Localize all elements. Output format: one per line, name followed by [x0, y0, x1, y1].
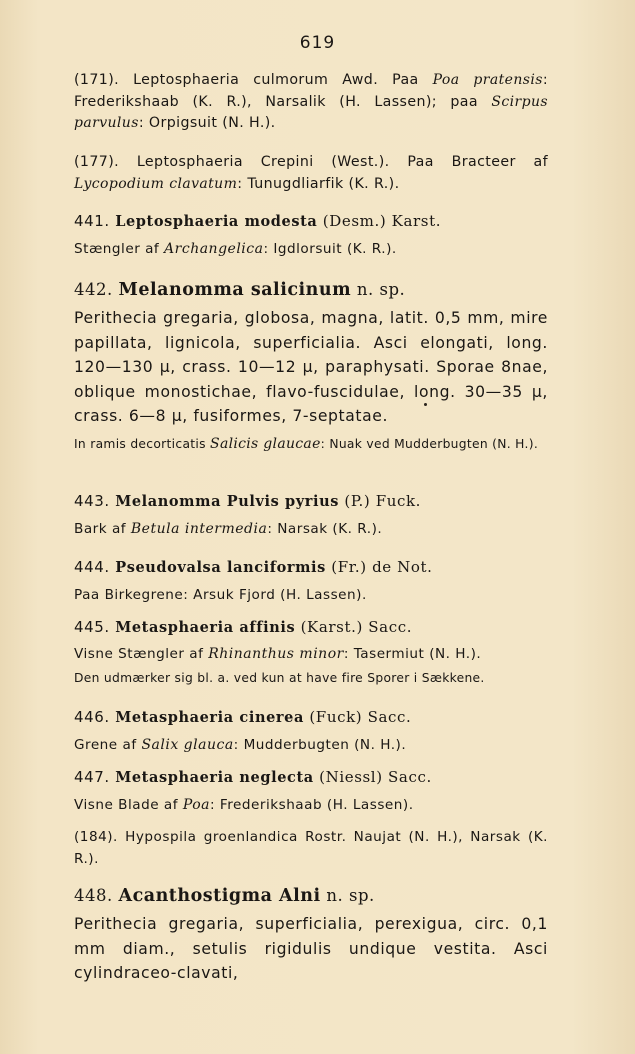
entry-444-genus: Pseudovalsa lanciformis: [115, 559, 326, 576]
entry-445-note: Den udmærker sig bl. a. ved kun at have fire Sporer i Sækkene.: [74, 671, 485, 685]
entry-443-locality: [74, 519, 548, 539]
entry-442-description: Perithecia gregaria, globosa, magna, latit. 0,5 mm, mire papillata, lignicola, superficialia. Asci elongati, long. 120—130 μ, crass. 10—12 μ, paraphysati. Sporae 8nae, oblique monostichae, flavo-fuscidulae, long. 30—35 μ, crass. 6—8 μ, fusiformes, 7-septatae.: [74, 309, 548, 426]
entry-447: [74, 766, 548, 815]
entry-177-text-b: : Tunugdliarfik (K. R.).: [237, 175, 400, 192]
entry-442-host: Salicis glaucae: [210, 435, 321, 452]
entry-443: [74, 490, 548, 539]
entry-442-locality: [74, 435, 548, 454]
entry-442-heading: [74, 278, 548, 302]
entry-171: [74, 70, 548, 135]
entry-441-heading: [74, 210, 548, 233]
entry-441-author: (Desm.) Karst.: [322, 212, 442, 230]
entry-446-host: Salix glauca: [141, 737, 234, 753]
entry-445-genus: Metasphaeria affinis: [115, 619, 296, 636]
entry-441: [74, 210, 548, 259]
entry-448-genus: Acanthostigma Alni: [118, 886, 321, 906]
entry-443-heading: [74, 490, 548, 513]
entry-444-number: 444.: [74, 558, 110, 576]
entry-447-genus: Metasphaeria neglecta: [115, 769, 314, 786]
entry-446: [74, 706, 548, 755]
entry-442-number: 442.: [74, 280, 113, 299]
entry-446-author: (Fuck) Sacc.: [309, 708, 412, 726]
entry-171-host-a: Poa pratensis: [432, 72, 543, 88]
page-number: 619: [299, 33, 336, 53]
entry-442-author: n. sp.: [356, 280, 406, 299]
entry-446-number: 446.: [74, 708, 110, 726]
entry-444-locality: Paa Birkegrene: Arsuk Fjord (H. Lassen).: [74, 587, 367, 603]
entry-442-loc-a: In ramis decorticatis: [74, 436, 206, 451]
entry-177-lead: (177).: [74, 154, 120, 170]
entry-447-locality: [74, 795, 548, 815]
entry-443-author: (P.) Fuck.: [344, 492, 422, 510]
entry-444-heading: [74, 556, 548, 579]
entry-441-host: Archangelica: [164, 241, 264, 257]
entry-441-genus: Leptosphaeria modesta: [115, 213, 318, 230]
entry-447-author: (Niessl) Sacc.: [319, 768, 432, 786]
entry-447-loc-a: Visne Blade af: [74, 797, 179, 813]
entry-171-lead: (171).: [74, 72, 120, 88]
entry-448-heading: [74, 884, 548, 908]
entry-177-text: [74, 152, 548, 195]
entry-177: [74, 152, 548, 195]
entry-446-genus: Metasphaeria cinerea: [115, 709, 304, 726]
entry-441-loc-a: Stængler af: [74, 241, 160, 257]
entry-443-loc-b: : Narsak (K. R.).: [267, 521, 383, 537]
ink-dot: [424, 403, 427, 406]
entry-445-author: (Karst.) Sacc.: [300, 618, 413, 636]
entry-443-number: 443.: [74, 492, 110, 510]
entry-445: [74, 616, 548, 688]
entry-177-host-a: Lycopodium clavatum: [74, 175, 238, 192]
entry-443-genus: Melanomma Pulvis pyrius: [115, 493, 340, 510]
entry-442-genus: Melanomma salicinum: [118, 280, 352, 300]
entry-445-locality: [74, 644, 548, 664]
entry-445-loc-a: Visne Stængler af: [74, 646, 204, 662]
entry-446-loc-a: Grene af: [74, 737, 137, 753]
entry-441-loc-b: : Igdlorsuit (K. R.).: [263, 241, 397, 257]
entry-446-heading: [74, 706, 548, 729]
entry-442: [74, 278, 548, 454]
entry-444-author: (Fr.) de Not.: [331, 558, 433, 576]
entry-448: [74, 884, 548, 986]
entry-171-host-b: Scirpus parvulus: [74, 93, 548, 131]
entry-447-host: Poa: [182, 797, 210, 813]
entry-445-number: 445.: [74, 618, 110, 636]
entry-448-number: 448.: [74, 886, 113, 905]
entry-184-body: Hypospila groenlandica Rostr. Naujat (N. H.), Narsak (K. R.).: [74, 829, 548, 867]
entry-447-heading: [74, 766, 548, 789]
entry-171-text: [74, 70, 548, 135]
entry-447-number: 447.: [74, 768, 110, 786]
entry-184: [74, 826, 548, 870]
entry-443-loc-a: Bark af: [74, 521, 127, 537]
entry-448-author: n. sp.: [326, 886, 375, 905]
entry-441-locality: [74, 239, 548, 259]
entry-444: [74, 556, 548, 605]
entry-445-host: Rhinanthus minor: [208, 646, 344, 662]
entry-184-text: [74, 826, 548, 870]
entry-446-locality: [74, 735, 548, 755]
entry-441-number: 441.: [74, 212, 110, 230]
entry-445-loc-b: : Tasermiut (N. H.).: [343, 646, 482, 662]
entry-177-text-a: Leptosphaeria Crepini (West.). Paa Bracteer af: [136, 154, 548, 170]
entry-171-text-a: Leptosphaeria culmorum Awd. Paa: [133, 72, 419, 88]
entry-171-text-b: : Frederikshaab (K. R.), Narsalik (H. Lassen); paa: [74, 72, 548, 110]
entry-448-description: Perithecia gregaria, superficialia, perexigua, circ. 0,1 mm diam., setulis rigidulis undique vestita. Asci cylindraceo-clavati,: [74, 915, 548, 983]
entry-445-heading: [74, 616, 548, 639]
entry-442-loc-b: : Nuak ved Mudderbugten (N. H.).: [320, 436, 539, 451]
entry-447-loc-b: : Frederikshaab (H. Lassen).: [210, 797, 414, 813]
entry-171-text-c: : Orpigsuit (N. H.).: [138, 115, 276, 131]
entry-184-lead: (184).: [74, 829, 118, 845]
entry-446-loc-b: : Mudderbugten (N. H.).: [233, 737, 407, 753]
entry-443-host: Betula intermedia: [130, 521, 268, 537]
